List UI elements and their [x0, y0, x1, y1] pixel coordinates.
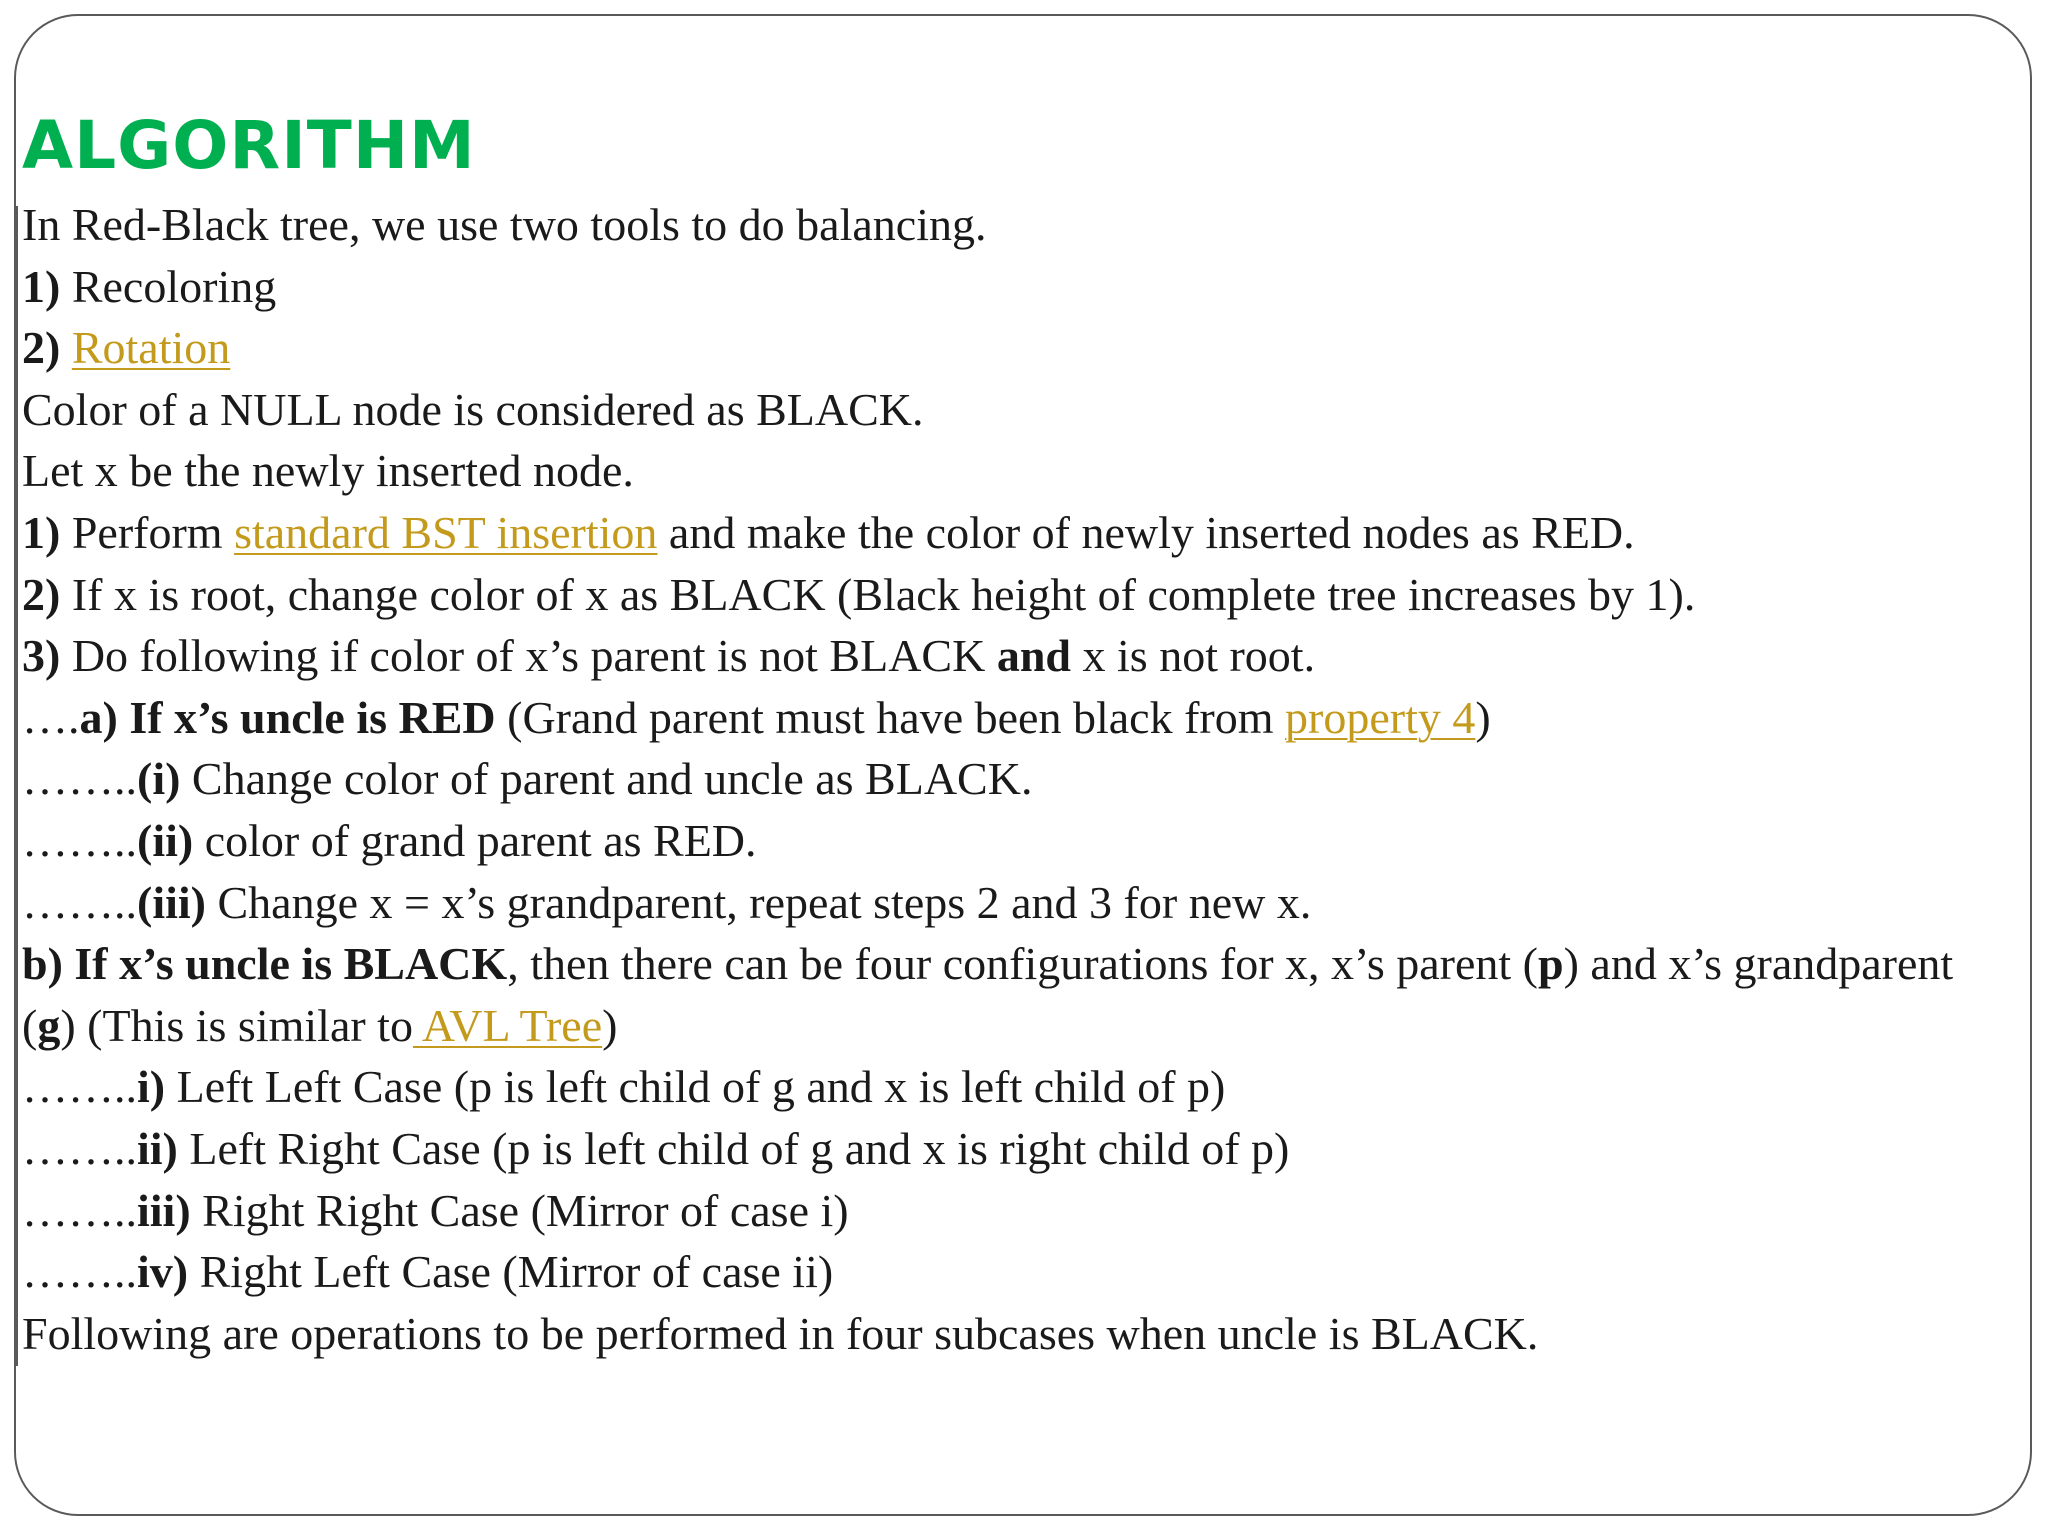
case-a-iii: ……..(iii) Change x = x’s grandparent, repeat steps 2 and 3 for new x. [22, 876, 1312, 928]
case-a-i: ……..(i) Change color of parent and uncle as BLACK. [22, 753, 1033, 805]
null-node-line: Color of a NULL node is considered as BLACK. [22, 383, 924, 435]
bst-insertion-link[interactable]: standard BST insertion [234, 506, 658, 558]
left-border-rule [16, 206, 18, 1366]
property-4-link[interactable]: property 4 [1285, 691, 1476, 743]
case-b: b) If x’s uncle is BLACK, then there can be four configurations for x, x’s parent (p) and x’s grandparent (g) (This is similar to AVL Tree) [22, 938, 1954, 1051]
rotation-link[interactable]: Rotation [71, 322, 231, 374]
avl-tree-link[interactable]: AVL Tree [412, 999, 603, 1051]
closing-line: Following are operations to be performed in four subcases when uncle is BLACK. [22, 1307, 1539, 1359]
slide [14, 14, 2032, 1516]
page-title: ALGORITHM [22, 107, 476, 184]
let-x-line: Let x be the newly inserted node. [22, 445, 634, 497]
step-2: 2) If x is root, change color of x as BLACK (Black height of complete tree increases by 1). [22, 568, 1696, 620]
step-1: 1) Perform standard BST insertion and make the color of newly inserted nodes as RED. [22, 506, 1635, 558]
case-b-iii: ……..iii) Right Right Case (Mirror of case i) [22, 1184, 849, 1236]
case-b-iv: ……..iv) Right Left Case (Mirror of case ii) [22, 1246, 834, 1298]
case-a-ii: ……..(ii) color of grand parent as RED. [22, 814, 757, 866]
intro-line: In Red-Black tree, we use two tools to do balancing. [22, 199, 987, 250]
tool-rotation: 2) Rotation [22, 322, 231, 374]
step-3: 3) Do following if color of x’s parent is not BLACK and x is not root. [22, 630, 1316, 682]
case-a: ….a) If x’s uncle is RED (Grand parent must have been black from property 4) [22, 691, 1491, 743]
algorithm-text [22, 194, 2012, 1364]
tool-recoloring: 1) Recoloring [22, 260, 277, 312]
case-b-i: ……..i) Left Left Case (p is left child of g and x is left child of p) [22, 1061, 1226, 1113]
case-b-ii: ……..ii) Left Right Case (p is left child of g and x is right child of p) [22, 1122, 1290, 1174]
